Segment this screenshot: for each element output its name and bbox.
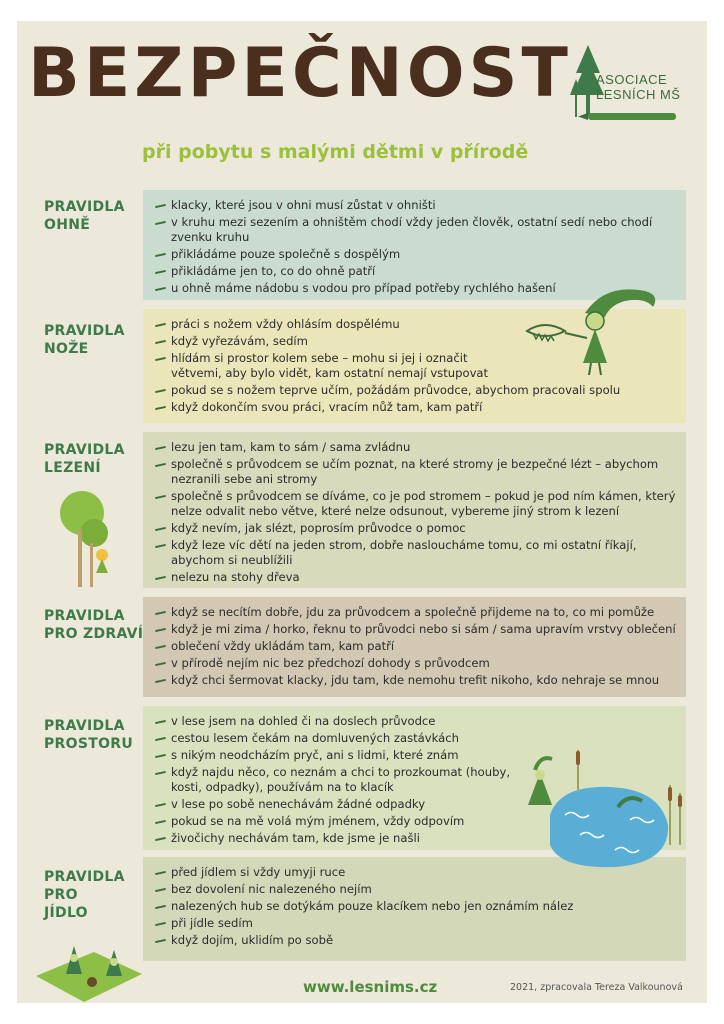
list-item: když nevím, jak slézt, poprosím průvodce o pomoc [155,521,678,536]
list-item: hlídám si prostor kolem sebe – mohu si jej i označit větvemi, aby bylo vidět, kam ostatní nemají vstupovat [155,351,491,381]
list-item: živočichy nechávám tam, kde jsme je našli [155,831,515,846]
section-label-climbing: PRAVIDLA LEZENÍ [44,442,125,476]
list-item: v přírodě nejím nic bez předchozí dohody s průvodcem [155,656,678,671]
section-label-knife: PRAVIDLA NOŽE [44,323,125,357]
list-item: pokud se s nožem teprve učím, požádám průvodce, abychom pracovali spolu [155,383,646,398]
list-item: když je mi zima / horko, řeknu to průvodci nebo si sám / sama upravím vrstvy oblečení [155,622,678,637]
list-item: oblečení vždy ukládám tam, kam patří [155,639,678,654]
list-item: klacky, které jsou v ohni musí zůstat v ohništi [155,198,678,213]
footer-credit: 2021, zpracovala Tereza Valkounová [510,982,683,993]
list-item: před jídlem si vždy umyji ruce [155,865,678,880]
list-item: společně s průvodcem se díváme, co je pod stromem – pokud je pod ním kámen, který nelze odvalit nebo větve, které nelze odsunout, vybereme jiný strom k lezení [155,489,678,519]
list-item: když vyřezávám, sedím [155,334,646,349]
section-label-space: PRAVIDLA PROSTORU [44,718,134,752]
list-item: přikládáme jen to, co do ohně patří [155,264,678,279]
list-item: s nikým neodcházím pryč, ani s lidmi, které znám [155,748,515,763]
list-item: cestou lesem čekám na domluvených zastávkách [155,731,515,746]
list-item: když dojím, uklidím po sobě [155,933,678,948]
list-item: když se necítím dobře, jdu za průvodcem a společně přijdeme na to, co mi pomůže [155,605,678,620]
tree-icon [58,485,118,590]
section-label-food: PRAVIDLA PRO JÍDLO [44,869,125,921]
list-item: přikládáme pouze společně s dospělým [155,247,678,262]
list-item: když leze víc dětí na jeden strom, dobře nasloucháme tomu, co mi ostatní říkají, abychom si neublížili [155,538,678,568]
section-label-fire: PRAVIDLA OHNĚ [44,199,125,233]
list-item: když dokončím svou práci, vracím nůž tam, kam patří [155,400,646,415]
rules-box-climbing [143,432,686,588]
gnome-with-knife-icon [525,283,660,378]
list-item: při jídle sedím [155,916,678,931]
list-item: nelezu na stohy dřeva [155,570,678,585]
rules-box-health [143,597,686,697]
list-item: lezu jen tam, kam to sám / sama zvládnu [155,440,678,455]
footer-url[interactable]: www.lesnims.cz [303,978,438,996]
list-item: v lese jsem na dohled či na doslech průvodce [155,714,515,729]
list-item: bez dovolení nic nalezeného nejím [155,882,678,897]
list-item: v kruhu mezi sezením a ohništěm chodí vždy jeden člověk, ostatní sedí nebo chodí zvenku kruhu [155,215,678,245]
list-item: když chci šermovat klacky, jdu tam, kde nemohu trefit nikoho, kdo nehraje se mnou [155,673,678,688]
logo-text: ASOCIACE LESNÍCH MŠ [596,72,681,102]
subtitle: při pobytu s malými dětmi v přírodě [142,141,529,163]
list-item: pokud se na mě volá mým jménem, vždy odpovím [155,814,515,829]
section-label-health: PRAVIDLA PRO ZDRAVÍ [44,608,144,642]
gnomes-picnic-icon [34,938,144,1004]
list-item: společně s průvodcem se učím poznat, na které stromy je bezpečné lézt – abychom nezranili sebe ani stromy [155,457,678,487]
list-item: u ohně máme nádobu s vodou pro případ potřeby rychlého hašení [155,281,678,296]
list-item: nalezených hub se dotýkám pouze klacíkem nebo jen oznámím nález [155,899,678,914]
list-item: když najdu něco, co neznám a chci to prozkoumat (houby, kosti, odpadky), používám na to klacík [155,765,515,795]
pond-icon [520,745,690,875]
list-item: v lese po sobě nenechávám žádné odpadky [155,797,515,812]
list-item: práci s nožem vždy ohlásím dospělému [155,317,646,332]
page-title: BEZPEČNOST [28,34,572,113]
